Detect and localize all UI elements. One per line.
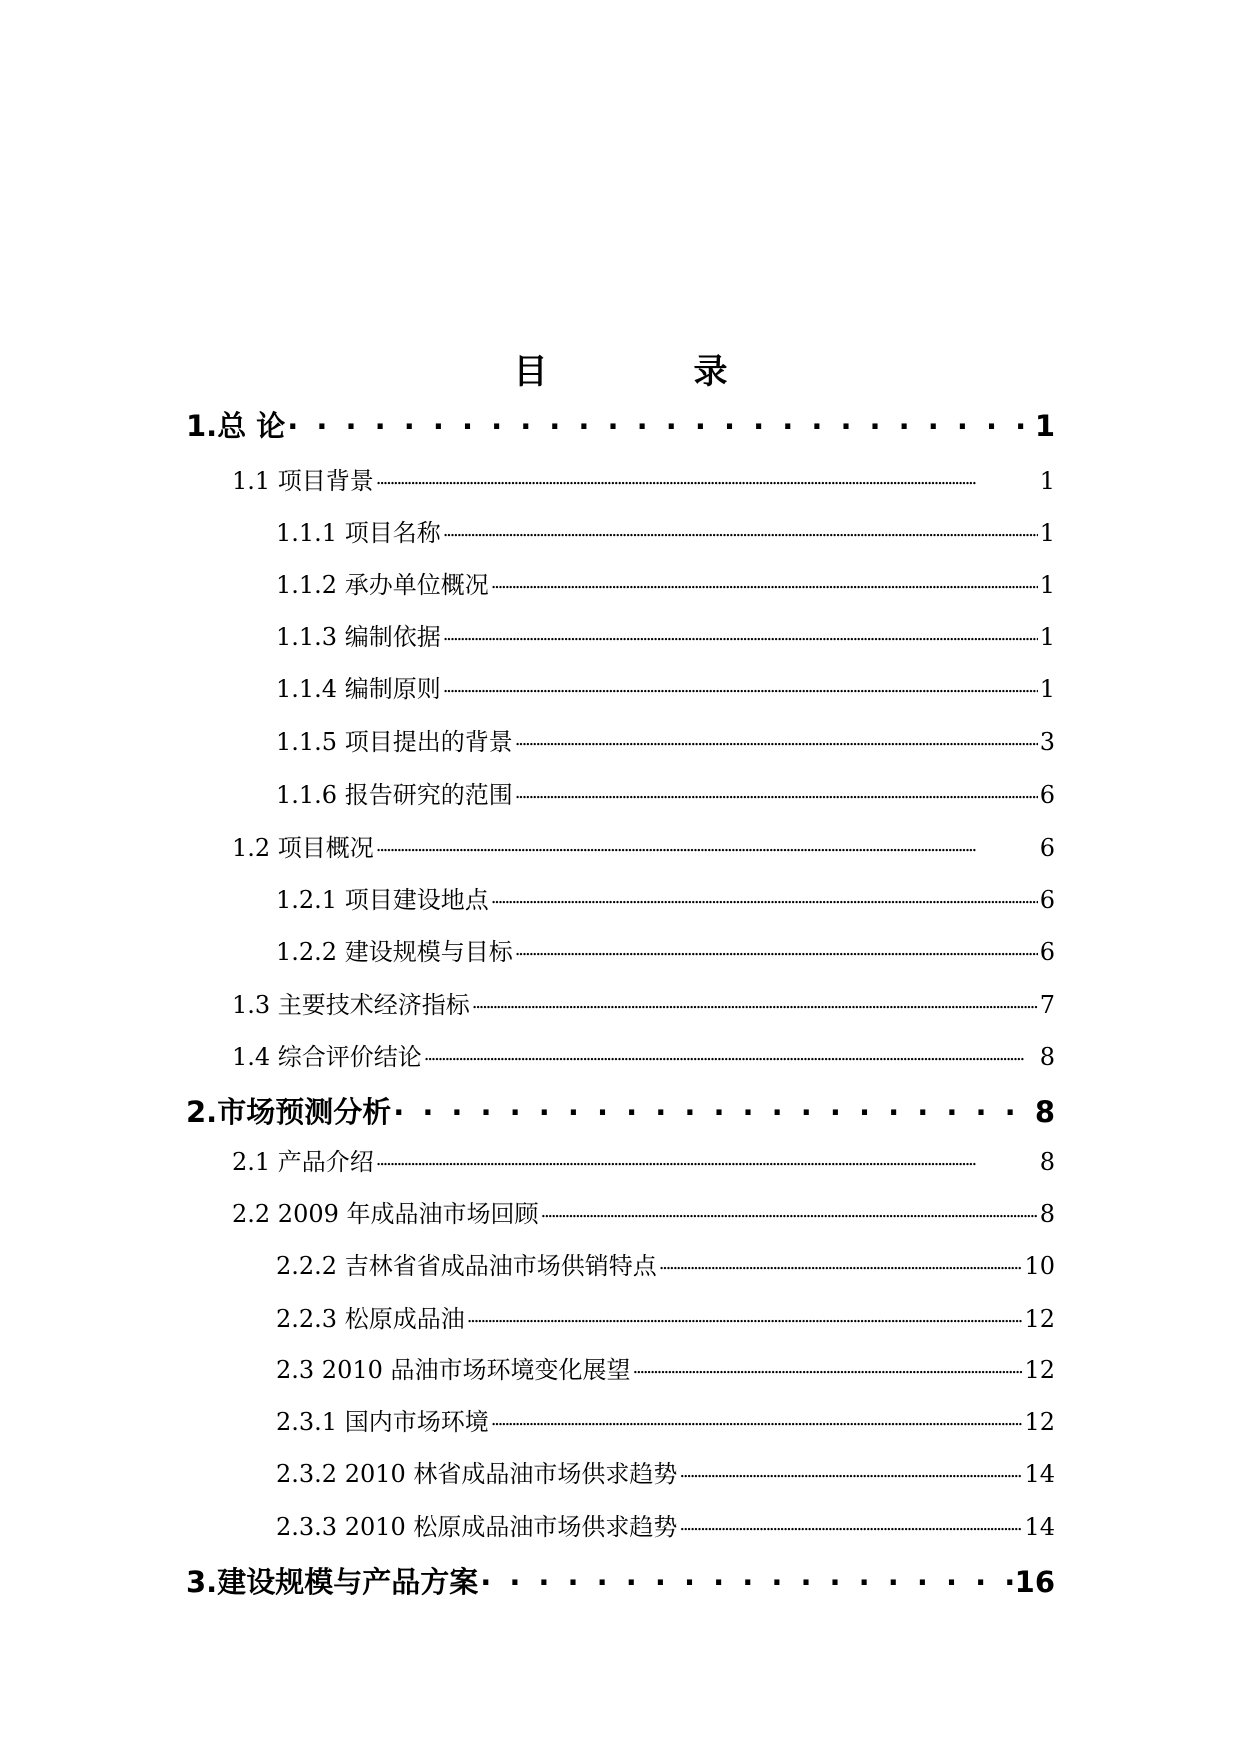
toc-entry[interactable] <box>276 932 1055 966</box>
toc-entry-label: 1.2.2 建设规模与目标 <box>276 938 513 966</box>
toc-entry-label: 2.2.3 松原成品油 <box>276 1305 465 1333</box>
toc-entry[interactable] <box>276 1299 1055 1333</box>
toc-leader-dots <box>480 1563 1012 1592</box>
toc-entry-label: 1.2.1 项目建设地点 <box>276 886 489 914</box>
toc-entry[interactable] <box>276 565 1055 599</box>
toc-leader-dots <box>443 675 1038 697</box>
toc-leader-dots <box>515 781 1038 803</box>
toc-entry-label: 2.2 2009 年成品油市场回顾 <box>232 1200 539 1228</box>
toc-entry-label: 1.3 主要技术经济指标 <box>232 991 470 1019</box>
toc-entry[interactable] <box>276 775 1055 809</box>
toc-entry[interactable] <box>232 461 1055 495</box>
toc-entry-page: 1 <box>1039 571 1055 599</box>
toc-entry-page: 8 <box>1039 1200 1055 1228</box>
toc-leader-dots <box>491 886 1038 908</box>
toc-entry-label: 2.3.2 2010 林省成品油市场供求趋势 <box>276 1460 678 1488</box>
toc-entry-page: 3 <box>1039 728 1055 756</box>
toc-entry-page: 12 <box>1024 1305 1055 1333</box>
toc-leader-dots <box>393 1093 1033 1122</box>
toc-entry-page: 12 <box>1024 1356 1055 1384</box>
toc-entry[interactable] <box>276 722 1055 756</box>
toc-entry-page: 7 <box>1039 991 1055 1019</box>
toc-entry-label: 2.2.2 吉林省省成品油市场供销特点 <box>276 1252 657 1280</box>
toc-entry-page: 6 <box>1039 781 1055 809</box>
toc-entry[interactable] <box>232 828 1055 862</box>
toc-entry-page: 1 <box>1039 467 1055 495</box>
toc-entry-label: 1.1.2 承办单位概况 <box>276 571 489 599</box>
toc-entry-label: 3.建设规模与产品方案 <box>186 1565 479 1599</box>
toc-leader-dots <box>515 728 1038 750</box>
toc-leader-dots <box>679 1513 1022 1535</box>
toc-entry-label: 1.1.5 项目提出的背景 <box>276 728 513 756</box>
toc-entry[interactable] <box>232 985 1055 1019</box>
toc-entry-page: 1 <box>1039 519 1055 547</box>
toc-entry[interactable] <box>186 1560 1055 1600</box>
toc-entry-label: 1.总 论 <box>186 409 286 443</box>
toc-entry-page: 1 <box>1039 623 1055 651</box>
toc-leader-dots <box>515 938 1038 960</box>
toc-entry-page: 1 <box>1034 409 1055 443</box>
toc-leader-dots <box>443 623 1038 645</box>
toc-entry-page: 8 <box>1039 1148 1055 1176</box>
toc-leader-dots <box>376 467 1038 489</box>
toc-leader-dots <box>491 571 1038 593</box>
toc-entry-label: 1.2 项目概况 <box>232 834 374 862</box>
toc-entry-label: 2.3.1 国内市场环境 <box>276 1408 489 1436</box>
toc-leader-dots <box>424 1043 1038 1065</box>
toc-entry[interactable] <box>276 1350 1055 1384</box>
toc-entry[interactable] <box>276 513 1055 547</box>
toc-entry-page: 6 <box>1039 834 1055 862</box>
toc-entry[interactable] <box>276 1402 1055 1436</box>
toc-entry-page: 16 <box>1014 1565 1055 1599</box>
toc-leader-dots <box>443 519 1038 541</box>
toc-entry[interactable] <box>186 404 1055 444</box>
toc-entry-label: 2.市场预测分析 <box>186 1095 392 1129</box>
toc-entry-page: 1 <box>1039 675 1055 703</box>
toc-entry[interactable] <box>276 880 1055 914</box>
toc-leader-dots <box>491 1408 1023 1430</box>
toc-entry-page: 8 <box>1034 1095 1055 1129</box>
toc-entry-page: 10 <box>1024 1252 1055 1280</box>
toc-leader-dots <box>679 1460 1022 1482</box>
toc-leader-dots <box>541 1200 1038 1222</box>
toc-title: 目 录 <box>513 352 784 392</box>
toc-entry[interactable] <box>232 1037 1055 1071</box>
toc-entry-label: 1.4 综合评价结论 <box>232 1043 422 1071</box>
toc-entry-label: 1.1.3 编制依据 <box>276 623 441 651</box>
toc-leader-dots <box>472 991 1038 1013</box>
toc-entry[interactable] <box>276 617 1055 651</box>
toc-entry[interactable] <box>276 669 1055 703</box>
toc-entry-label: 2.3 2010 品油市场环境变化展望 <box>276 1356 631 1384</box>
toc-entry[interactable] <box>232 1142 1055 1176</box>
toc-entry[interactable] <box>276 1507 1055 1541</box>
toc-entry[interactable] <box>186 1090 1055 1130</box>
toc-entry-label: 2.3.3 2010 松原成品油市场供求趋势 <box>276 1513 678 1541</box>
toc-entry-label: 2.1 产品介绍 <box>232 1148 374 1176</box>
toc-entry[interactable] <box>276 1246 1055 1280</box>
toc-entry-label: 1.1.6 报告研究的范围 <box>276 781 513 809</box>
toc-entry[interactable] <box>276 1454 1055 1488</box>
toc-leader-dots <box>659 1252 1023 1274</box>
toc-entry-page: 6 <box>1039 886 1055 914</box>
toc-entry-page: 8 <box>1039 1043 1055 1071</box>
toc-entry-page: 14 <box>1024 1460 1055 1488</box>
toc-leader-dots <box>287 407 1033 436</box>
toc-entry[interactable] <box>232 1194 1055 1228</box>
toc-leader-dots <box>376 1148 1038 1170</box>
toc-entry-label: 1.1.1 项目名称 <box>276 519 441 547</box>
toc-entry-page: 6 <box>1039 938 1055 966</box>
toc-leader-dots <box>633 1356 1023 1378</box>
toc-entry-page: 12 <box>1024 1408 1055 1436</box>
toc-leader-dots <box>467 1305 1023 1327</box>
toc-entry-label: 1.1 项目背景 <box>232 467 374 495</box>
toc-entry-label: 1.1.4 编制原则 <box>276 675 441 703</box>
toc-entry-page: 14 <box>1024 1513 1055 1541</box>
toc-leader-dots <box>376 834 1038 856</box>
